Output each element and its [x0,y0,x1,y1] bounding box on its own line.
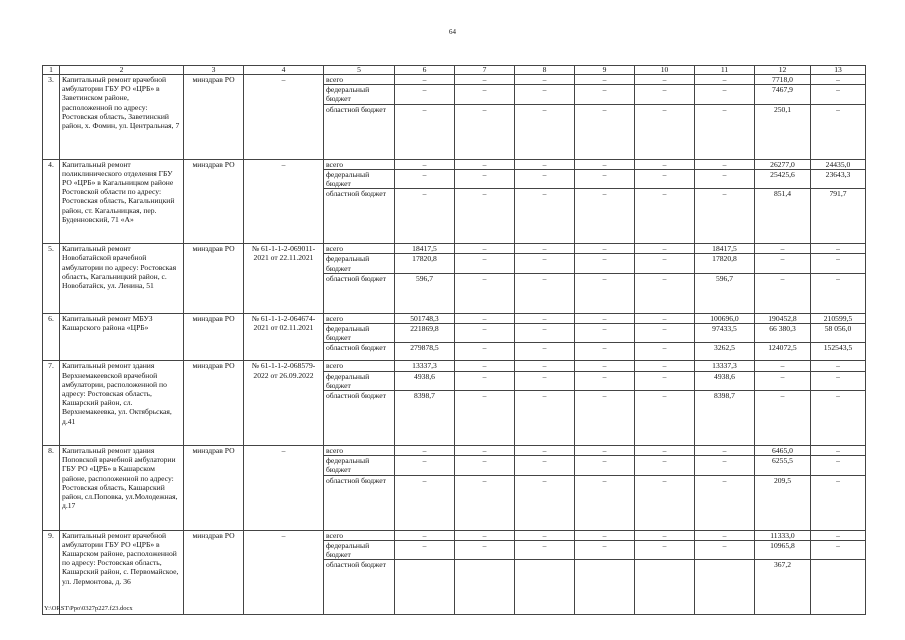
program-table [42,65,866,615]
value-cell: 18417,5 [395,244,455,254]
value-cell: 851,4 [755,189,811,244]
value-cell [515,560,575,615]
value-cell: 4938,6 [395,371,455,390]
table-row [43,530,866,540]
table-row [43,75,866,85]
responsible-org: минздрав РО [184,244,244,314]
funding-source-label: областной бюджет [324,391,395,446]
funding-source-label: всего [324,244,395,254]
value-cell: – [575,169,635,188]
value-cell: – [575,75,635,85]
item-number: 5. [43,244,60,314]
value-cell: – [515,324,575,343]
value-cell: – [811,391,866,446]
value-cell: – [635,446,695,456]
funding-source-label: федеральный бюджет [324,456,395,475]
value-cell [395,560,455,615]
funding-source-label: областной бюджет [324,273,395,313]
value-cell: – [635,530,695,540]
item-name: Капитальный ремонт Новобатайской врачебной амбулатории по адресу: Ростовская область, Кагальницкий район, с. Новобатайск, ул. Ленина, 51 [60,244,184,314]
value-cell: 66 380,3 [755,324,811,343]
value-cell: – [455,371,515,390]
value-cell: 7467,9 [755,85,811,104]
expertise-doc: – [244,159,324,244]
value-cell: – [515,475,575,530]
value-cell: – [575,530,635,540]
value-cell: – [575,343,635,361]
funding-source-label: всего [324,530,395,540]
value-cell: 152543,5 [811,343,866,361]
value-cell: – [515,391,575,446]
value-cell: – [395,159,455,169]
value-cell: – [755,371,811,390]
value-cell: – [395,75,455,85]
value-cell: – [455,104,515,159]
value-cell: 596,7 [395,273,455,313]
value-cell: – [455,324,515,343]
value-cell: 13337,3 [395,361,455,371]
funding-source-label: всего [324,159,395,169]
value-cell: – [811,540,866,559]
funding-source-label: федеральный бюджет [324,85,395,104]
value-cell: – [515,85,575,104]
value-cell: – [635,361,695,371]
value-cell: – [635,475,695,530]
value-cell: – [575,159,635,169]
value-cell: – [755,273,811,313]
value-cell: – [575,361,635,371]
value-cell: – [455,313,515,323]
responsible-org: минздрав РО [184,446,244,531]
funding-source-label: областной бюджет [324,475,395,530]
item-number: 6. [43,313,60,361]
funding-source-label: областной бюджет [324,104,395,159]
header-cell: 12 [755,66,811,75]
funding-source-label: федеральный бюджет [324,371,395,390]
value-cell: – [455,391,515,446]
table-row [43,159,866,169]
value-cell: 25425,6 [755,169,811,188]
value-cell: – [811,456,866,475]
item-name: Капитальный ремонт здания Поповской врачебной амбулатории ГБУ РО «ЦРБ» в Кашарском районе, расположенной по адресу: Ростовская область, Кашарский район, сл.Поповка, ул.Молодежная, д.17 [60,446,184,531]
item-name: Капитальный ремонт здания Верхнемакеевской врачебной амбулатории, расположенной по адресу: Ростовская область, Кашарский район, сл. Верхнемакеевка, ул. Октябрьская, д.41 [60,361,184,446]
item-name: Капитальный ремонт МБУЗ Кашарского района «ЦРБ» [60,313,184,361]
value-cell: – [811,244,866,254]
table-row [43,361,866,371]
value-cell: – [515,361,575,371]
value-cell: 17820,8 [395,254,455,273]
header-cell: 8 [515,66,575,75]
funding-source-label: областной бюджет [324,343,395,361]
value-cell: – [515,540,575,559]
value-cell: – [455,446,515,456]
value-cell: 791,7 [811,189,866,244]
value-cell: 18417,5 [695,244,755,254]
value-cell: – [395,85,455,104]
value-cell: 100696,0 [695,313,755,323]
value-cell: – [395,475,455,530]
funding-source-label: областной бюджет [324,189,395,244]
table-row [43,446,866,456]
value-cell: – [455,475,515,530]
value-cell: – [635,244,695,254]
value-cell: 8398,7 [395,391,455,446]
value-cell: – [515,313,575,323]
item-number: 9. [43,530,60,615]
header-cell: 5 [324,66,395,75]
value-cell: – [395,169,455,188]
value-cell: – [575,254,635,273]
value-cell: – [455,254,515,273]
value-cell: 7718,0 [755,75,811,85]
value-cell: – [515,169,575,188]
value-cell: – [635,456,695,475]
value-cell: – [695,189,755,244]
header-cell: 7 [455,66,515,75]
expertise-doc: – [244,530,324,615]
header-cell: 13 [811,66,866,75]
page-number: 64 [449,28,456,36]
value-cell: – [695,159,755,169]
header-cell: 1 [43,66,60,75]
value-cell: – [635,324,695,343]
value-cell: – [455,361,515,371]
value-cell: 124072,5 [755,343,811,361]
value-cell: – [635,313,695,323]
value-cell: – [395,530,455,540]
value-cell: – [695,446,755,456]
responsible-org: минздрав РО [184,75,244,160]
value-cell: – [811,254,866,273]
value-cell: – [575,371,635,390]
value-cell: – [811,75,866,85]
funding-source-label: федеральный бюджет [324,254,395,273]
value-cell: – [695,75,755,85]
value-cell: – [575,85,635,104]
value-cell: – [575,456,635,475]
value-cell: – [635,75,695,85]
value-cell: – [515,189,575,244]
table-row [43,313,866,323]
header-cell: 11 [695,66,755,75]
value-cell: – [635,159,695,169]
value-cell: – [455,540,515,559]
funding-source-label: федеральный бюджет [324,540,395,559]
value-cell: – [575,104,635,159]
value-cell: – [395,540,455,559]
value-cell: – [695,104,755,159]
value-cell: 13337,3 [695,361,755,371]
value-cell: 367,2 [755,560,811,615]
value-cell: – [755,254,811,273]
expertise-doc: № 61-1-1-2-069011-2021 от 22.11.2021 [244,244,324,314]
value-cell: – [635,371,695,390]
item-name: Капитальный ремонт врачебной амбулатории ГБУ РО «ЦРБ» в Кашарском районе, расположенной по адресу: Ростовская область, Кашарский район, с. Первомайское, ул. Лермонтова, д. 36 [60,530,184,615]
funding-source-label: всего [324,313,395,323]
value-cell: – [635,189,695,244]
value-cell: – [455,159,515,169]
value-cell: – [695,456,755,475]
header-cell: 9 [575,66,635,75]
funding-source-label: всего [324,446,395,456]
value-cell: – [635,391,695,446]
value-cell: – [575,475,635,530]
value-cell: 8398,7 [695,391,755,446]
funding-source-label: всего [324,361,395,371]
value-cell: – [635,169,695,188]
value-cell: 221869,8 [395,324,455,343]
item-number: 7. [43,361,60,446]
value-cell: 17820,8 [695,254,755,273]
value-cell: – [515,273,575,313]
value-cell: – [395,446,455,456]
value-cell: – [635,254,695,273]
value-cell: 6465,0 [755,446,811,456]
responsible-org: минздрав РО [184,361,244,446]
value-cell: 3262,5 [695,343,755,361]
header-cell: 10 [635,66,695,75]
value-cell: – [755,361,811,371]
value-cell: – [515,343,575,361]
value-cell: – [811,361,866,371]
value-cell: – [395,189,455,244]
value-cell: – [455,273,515,313]
value-cell: 596,7 [695,273,755,313]
value-cell: – [695,530,755,540]
value-cell: – [515,446,575,456]
value-cell: – [455,75,515,85]
value-cell: – [515,159,575,169]
value-cell: 6255,5 [755,456,811,475]
value-cell: – [455,85,515,104]
value-cell: – [575,244,635,254]
value-cell [635,560,695,615]
item-number: 8. [43,446,60,531]
value-cell: – [395,456,455,475]
value-cell: 23643,3 [811,169,866,188]
responsible-org: минздрав РО [184,530,244,615]
value-cell [695,560,755,615]
value-cell: 24435,0 [811,159,866,169]
value-cell: – [811,475,866,530]
funding-source-label: федеральный бюджет [324,169,395,188]
expertise-doc: № 61-1-1-2-068579-2022 от 26.09.2022 [244,361,324,446]
value-cell: – [515,104,575,159]
value-cell: – [575,540,635,559]
value-cell: – [811,273,866,313]
value-cell: 210599,5 [811,313,866,323]
value-cell: – [395,104,455,159]
funding-source-label: всего [324,75,395,85]
item-number: 3. [43,75,60,160]
responsible-org: минздрав РО [184,159,244,244]
value-cell: – [515,530,575,540]
value-cell: – [575,391,635,446]
value-cell: – [575,446,635,456]
value-cell: – [575,324,635,343]
value-cell: 279878,5 [395,343,455,361]
expertise-doc: – [244,75,324,160]
header-cell: 4 [244,66,324,75]
value-cell: – [811,371,866,390]
value-cell: 11333,0 [755,530,811,540]
table-header-row [43,66,866,75]
value-cell: – [515,244,575,254]
value-cell: 58 056,0 [811,324,866,343]
value-cell: – [811,446,866,456]
value-cell: – [635,273,695,313]
value-cell: – [635,104,695,159]
value-cell: – [635,343,695,361]
item-name: Капитальный ремонт врачебной амбулатории ГБУ РО «ЦРБ» в Заветинском районе, расположенной по адресу: Ростовская область, Заветинский район, х. Фомин, ул. Центральная, 7 [60,75,184,160]
value-cell: – [695,475,755,530]
value-cell: – [575,189,635,244]
value-cell [455,560,515,615]
value-cell: – [455,343,515,361]
value-cell: – [635,540,695,559]
value-cell: 26277,0 [755,159,811,169]
funding-source-label: федеральный бюджет [324,324,395,343]
value-cell: – [455,189,515,244]
value-cell [575,560,635,615]
value-cell: – [695,540,755,559]
value-cell: – [811,85,866,104]
item-name: Капитальный ремонт поликлинического отделения ГБУ РО «ЦРБ» в Кагальницком районе Ростовской области по адресу: Ростовская область, Кагальницкий район, ст. Кагальницкая, пер. Буденновский, 71 «А» [60,159,184,244]
value-cell: – [811,530,866,540]
table-row [43,244,866,254]
value-cell: – [575,273,635,313]
value-cell: – [515,456,575,475]
value-cell: 209,5 [755,475,811,530]
value-cell [811,560,866,615]
expertise-doc: № 61-1-1-2-064674-2021 от 02.11.2021 [244,313,324,361]
header-cell: 6 [395,66,455,75]
value-cell: – [575,313,635,323]
value-cell: – [695,85,755,104]
funding-source-label: областной бюджет [324,560,395,615]
value-cell: 501748,3 [395,313,455,323]
header-cell: 3 [184,66,244,75]
value-cell: – [455,244,515,254]
header-cell: 2 [60,66,184,75]
value-cell: – [515,75,575,85]
expertise-doc: – [244,446,324,531]
value-cell: – [455,530,515,540]
value-cell: 4938,6 [695,371,755,390]
value-cell: 190452,8 [755,313,811,323]
value-cell: 97433,5 [695,324,755,343]
item-number: 4. [43,159,60,244]
value-cell: – [455,169,515,188]
value-cell: – [695,169,755,188]
value-cell: – [455,456,515,475]
value-cell: – [635,85,695,104]
value-cell: – [755,244,811,254]
responsible-org: минздрав РО [184,313,244,361]
value-cell: – [811,104,866,159]
value-cell: 10965,8 [755,540,811,559]
value-cell: – [515,371,575,390]
value-cell: 250,1 [755,104,811,159]
value-cell: – [515,254,575,273]
file-path-footer: Y:\ORST\Ppo\0327p227.f23.docx [44,605,133,612]
value-cell: – [755,391,811,446]
